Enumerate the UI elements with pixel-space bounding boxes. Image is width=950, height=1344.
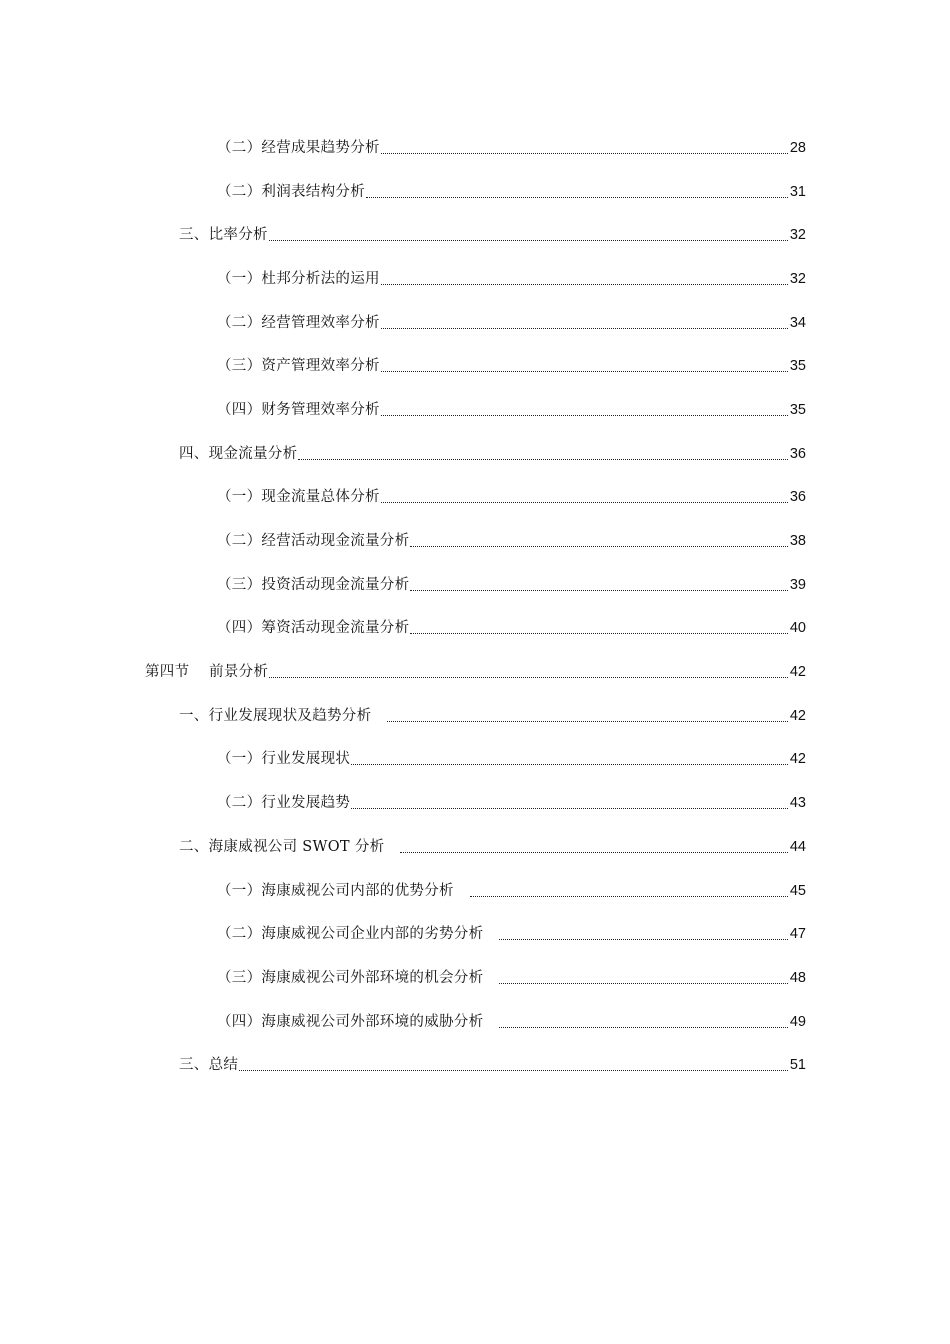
toc-entry-title[interactable]: （二）海康威视公司企业内部的劣势分析: [217, 926, 484, 943]
toc-entry-title[interactable]: （二）经营成果趋势分析: [217, 139, 380, 156]
toc-entry-title[interactable]: （四）财务管理效率分析: [217, 401, 380, 418]
toc-entry-line: [217, 879, 806, 901]
toc-entry-line: [179, 1053, 806, 1075]
toc-entry[interactable]: [0, 125, 950, 169]
toc-entry-title[interactable]: 一、行业发展现状及趋势分析: [179, 707, 372, 724]
toc-entry-title[interactable]: （三）资产管理效率分析: [217, 358, 380, 375]
toc-entry-title[interactable]: （二）行业发展趋势: [217, 795, 351, 812]
toc-entry-page-number[interactable]: 36: [789, 489, 806, 506]
dot-leader: [381, 327, 788, 329]
toc-entry-page-number[interactable]: 38: [789, 533, 806, 550]
table-of-contents: [0, 125, 950, 1086]
dot-leader: [381, 501, 788, 503]
toc-entry-line: [217, 573, 806, 595]
toc-entry[interactable]: [0, 212, 950, 256]
toc-entry-title[interactable]: （四）海康威视公司外部环境的威胁分析: [217, 1013, 484, 1030]
toc-entry-line: [217, 791, 806, 813]
toc-entry-page-number[interactable]: 35: [789, 401, 806, 418]
dot-leader: [499, 982, 788, 984]
toc-entry-line: [217, 1010, 806, 1032]
dot-leader: [499, 938, 788, 940]
dot-leader: [410, 589, 788, 591]
toc-entry-page-number[interactable]: 35: [789, 358, 806, 375]
toc-entry-title[interactable]: 第四节 前景分析: [145, 664, 269, 681]
dot-leader: [381, 283, 788, 285]
toc-entry-title[interactable]: 三、总结: [179, 1057, 239, 1074]
toc-entry-title[interactable]: （一）现金流量总体分析: [217, 489, 380, 506]
toc-entry-title[interactable]: （一）行业发展现状: [217, 751, 351, 768]
toc-entry-page-number[interactable]: 34: [789, 314, 806, 331]
dot-leader: [269, 239, 788, 241]
toc-entry-page-number[interactable]: 42: [789, 751, 806, 768]
toc-entry-line: [179, 704, 806, 726]
toc-entry[interactable]: [0, 911, 950, 955]
toc-entry[interactable]: [0, 868, 950, 912]
toc-entry[interactable]: [0, 169, 950, 213]
toc-entry-line: [179, 835, 806, 857]
toc-entry-line: [217, 267, 806, 289]
toc-entry-title[interactable]: （一）杜邦分析法的运用: [217, 270, 380, 287]
toc-entry-page-number[interactable]: 47: [789, 926, 806, 943]
toc-entry-page-number[interactable]: 39: [789, 576, 806, 593]
toc-entry[interactable]: [0, 649, 950, 693]
toc-entry-title[interactable]: （一）海康威视公司内部的优势分析: [217, 882, 454, 899]
toc-entry-line: [217, 485, 806, 507]
toc-entry[interactable]: [0, 387, 950, 431]
toc-entry-line: [217, 616, 806, 638]
toc-entry-page-number[interactable]: 32: [789, 270, 806, 287]
toc-entry[interactable]: [0, 824, 950, 868]
toc-entry-title[interactable]: 四、现金流量分析: [179, 445, 298, 462]
dot-leader: [381, 414, 788, 416]
toc-entry-page-number[interactable]: 32: [789, 227, 806, 244]
toc-entry-page-number[interactable]: 44: [789, 838, 806, 855]
toc-entry-line: [217, 136, 806, 158]
dot-leader: [400, 851, 788, 853]
toc-entry[interactable]: [0, 300, 950, 344]
dot-leader: [366, 196, 788, 198]
toc-entry-line: [145, 660, 806, 682]
toc-entry-page-number[interactable]: 42: [789, 664, 806, 681]
dot-leader: [410, 632, 788, 634]
toc-entry-title[interactable]: （二）经营管理效率分析: [217, 314, 380, 331]
dot-leader: [410, 545, 788, 547]
toc-entry-line: [217, 180, 806, 202]
toc-entry-line: [179, 442, 806, 464]
toc-entry[interactable]: [0, 780, 950, 824]
toc-entry-line: [217, 529, 806, 551]
toc-entry[interactable]: [0, 606, 950, 650]
toc-entry-title[interactable]: （二）经营活动现金流量分析: [217, 533, 410, 550]
toc-entry-page-number[interactable]: 40: [789, 620, 806, 637]
toc-entry[interactable]: [0, 518, 950, 562]
toc-entry[interactable]: [0, 955, 950, 999]
toc-entry-line: [217, 311, 806, 333]
dot-leader: [298, 458, 788, 460]
dot-leader: [351, 807, 788, 809]
toc-entry-title[interactable]: 三、比率分析: [179, 227, 268, 244]
toc-entry-line: [179, 223, 806, 245]
toc-entry[interactable]: [0, 343, 950, 387]
dot-leader: [351, 763, 788, 765]
toc-entry-line: [217, 398, 806, 420]
toc-entry-line: [217, 747, 806, 769]
toc-entry[interactable]: [0, 562, 950, 606]
toc-entry-title[interactable]: （四）筹资活动现金流量分析: [217, 620, 410, 637]
toc-entry[interactable]: [0, 693, 950, 737]
dot-leader: [499, 1026, 788, 1028]
toc-entry-title[interactable]: 二、海康威视公司 SWOT 分析: [179, 838, 385, 855]
dot-leader: [239, 1069, 788, 1071]
toc-entry-page-number[interactable]: 28: [789, 139, 806, 156]
toc-entry-page-number[interactable]: 42: [789, 707, 806, 724]
toc-entry-page-number[interactable]: 49: [789, 1013, 806, 1030]
dot-leader: [470, 895, 788, 897]
toc-entry[interactable]: [0, 475, 950, 519]
toc-entry[interactable]: [0, 1042, 950, 1086]
toc-entry-line: [217, 966, 806, 988]
toc-entry[interactable]: [0, 737, 950, 781]
toc-entry-page-number[interactable]: 45: [789, 882, 806, 899]
toc-entry[interactable]: [0, 999, 950, 1043]
toc-entry-page-number[interactable]: 51: [789, 1057, 806, 1074]
toc-entry-page-number[interactable]: 36: [789, 445, 806, 462]
dot-leader: [381, 370, 788, 372]
toc-entry-title[interactable]: （三）投资活动现金流量分析: [217, 576, 410, 593]
toc-entry-title[interactable]: （二）利润表结构分析: [217, 183, 365, 200]
toc-entry-title[interactable]: （三）海康威视公司外部环境的机会分析: [217, 969, 484, 986]
dot-leader: [381, 152, 788, 154]
dot-leader: [387, 720, 788, 722]
toc-entry-page-number[interactable]: 31: [789, 183, 806, 200]
toc-entry-line: [217, 922, 806, 944]
toc-entry-page-number[interactable]: 43: [789, 795, 806, 812]
toc-entry[interactable]: [0, 431, 950, 475]
toc-entry-page-number[interactable]: 48: [789, 969, 806, 986]
toc-entry[interactable]: [0, 256, 950, 300]
dot-leader: [269, 676, 788, 678]
toc-entry-line: [217, 354, 806, 376]
